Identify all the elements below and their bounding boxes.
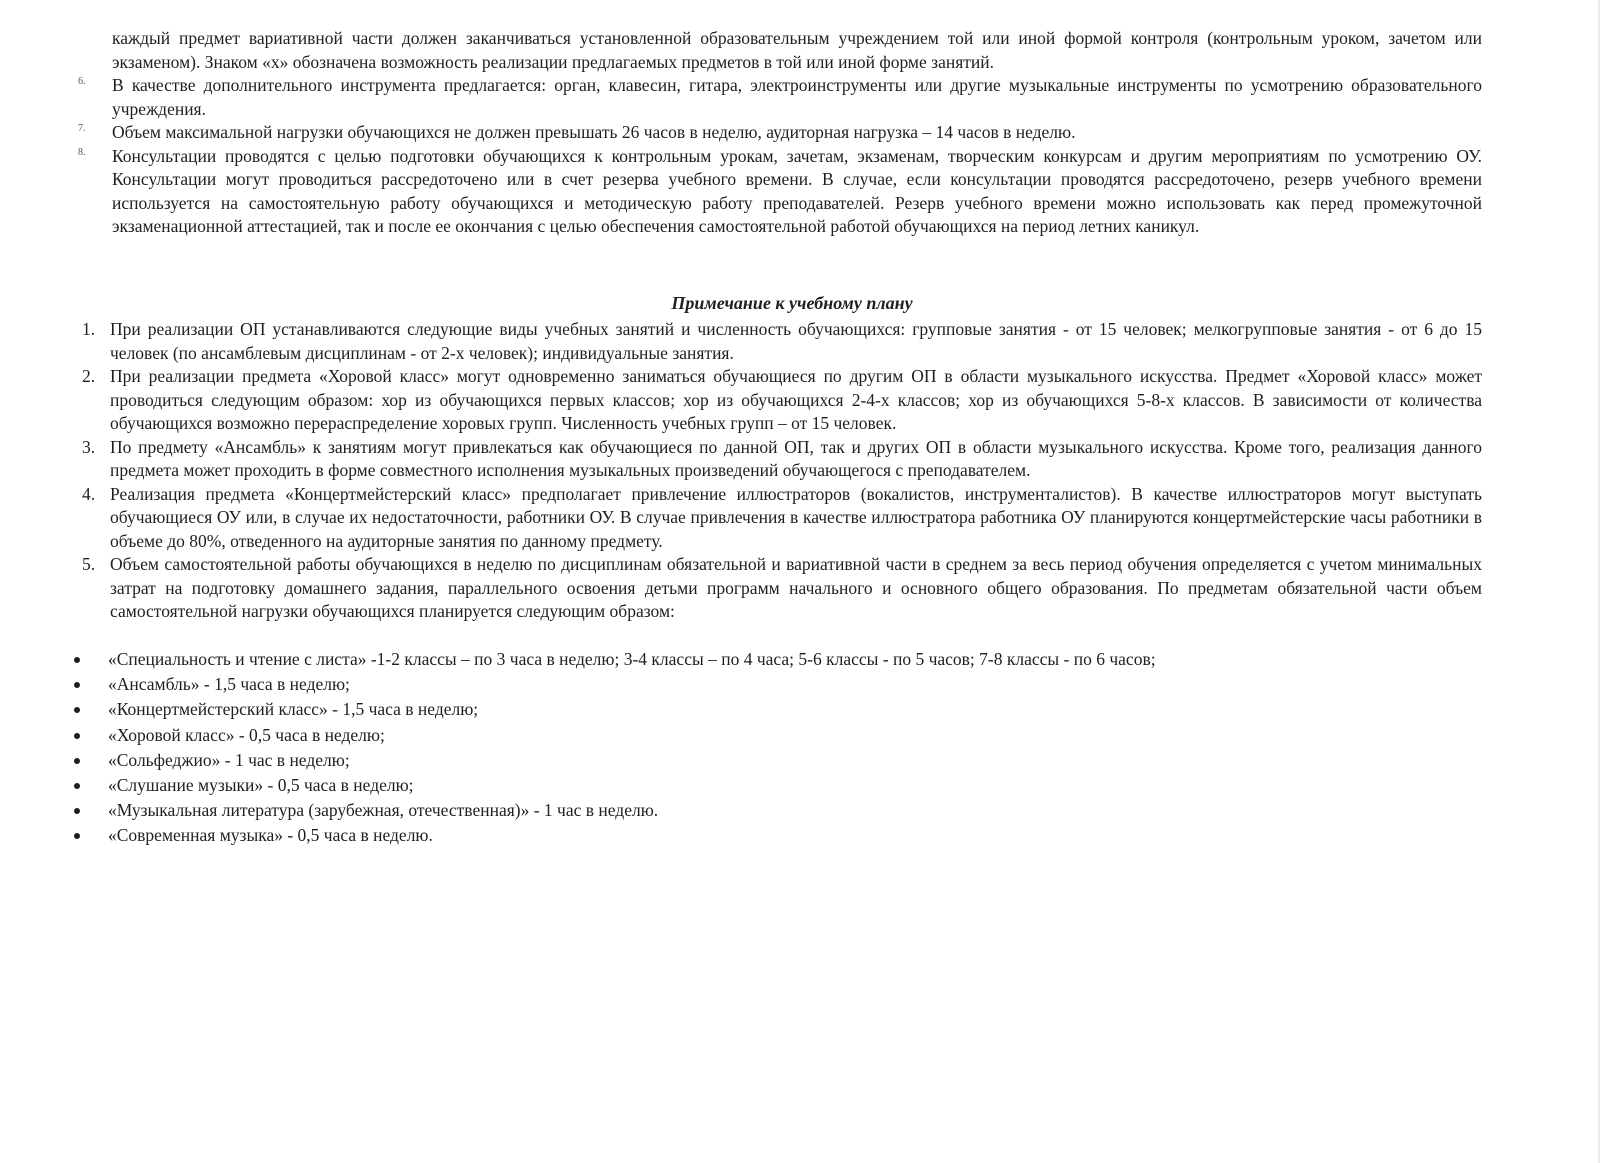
note-text: По предмету «Ансамбль» к занятиям могут привлекаться как обучающиеся по данной ОП, так и других ОП в области музыкального искусства. Кроме того, реализация данного предмета может проходить в форме совместного исполнения музыкальных произведений обучающегося с преподавателем. [110,436,1482,480]
footnote-mark: 7. [78,123,86,134]
bullet-item [108,773,1488,798]
bullet-item [108,748,1488,773]
note-item [82,553,1482,624]
bullet-text: «Слушание музыки» - 0,5 часа в неделю; [108,774,414,795]
bullet-dot-icon [74,808,80,814]
footnote-item-7 [78,121,1482,145]
note-number: 5. [82,554,96,574]
note-number: 3. [82,436,96,457]
footnote-item-8 [78,145,1482,239]
footnote-item-6 [78,74,1482,121]
note-number: 1. [82,319,96,339]
notes-heading: Примечание к учебному плану [671,293,913,313]
bullet-dot-icon [74,783,80,789]
bullet-item [108,798,1488,823]
bullet-text: «Современная музыка» - 0,5 часа в неделю. [108,825,433,846]
bullet-text: «Концертмейстерский класс» - 1,5 часа в неделю; [108,699,479,720]
bullet-text: «Ансамбль» - 1,5 часа в неделю; [108,674,350,695]
footnotes-list [78,74,1482,239]
bullet-item [108,823,1488,848]
bullet-dot-icon [74,657,80,663]
footnote-text: В качестве дополнительного инструмента предлагается: орган, клавесин, гитара, электроинструменты или другие музыкальные инструменты по усмотрению образовательного учреждения. [112,75,1482,119]
note-text: Объем самостоятельной работы обучающихся в неделю по дисциплинам обязательной и вариативной части в среднем за весь период обучения определяется с учетом минимальных затрат на подготовку домашнего задания, параллельного освоения детьми программ начального и основного общего образования. По предметам обязательной части объем самостоятельной нагрузки обучающихся планируется следующим образом: [110,554,1482,621]
workload-bullet-list [108,647,1488,849]
bullet-item [108,672,1488,697]
bullet-item [108,697,1488,722]
bullet-dot-icon [74,707,80,713]
bullet-text: «Сольфеджио» - 1 час в неделю; [108,749,350,770]
note-item [82,483,1482,554]
notes-list [82,318,1482,624]
footnote-mark: 6. [78,76,86,87]
note-number: 4. [82,483,96,504]
bullet-dot-icon [74,758,80,764]
bullet-text: «Музыкальная литература (зарубежная, отечественная)» - 1 час в неделю. [108,800,659,821]
footnote-mark: 8. [78,146,86,158]
note-item [82,436,1482,483]
bullet-item [108,647,1488,672]
note-text: При реализации ОП устанавливаются следующие виды учебных занятий и численность обучающихся: групповые занятия - от 15 человек; мелкогрупповые занятия - от 6 до 15 человек (по ансамблевым дисциплинам - от 2-х человек); индивидуальные занятия. [110,319,1482,363]
footnote-text: Консультации проводятся с целью подготовки обучающихся к контрольным урокам, зачетам, экзаменам, творческим конкурсам и другим мероприятиям по усмотрению ОУ. Консультации могут проводиться рассредоточено или в счет резерва учебного времени. В случае, если консультации проводятся рассредоточено, резерв учебного времени используется на самостоятельную работу обучающихся и методическую работу преподавателей. Резерв учебного времени можно использовать как перед промежуточной экзаменационной аттестацией, так и после ее окончания с целью обеспечения самостоятельной работой обучающихся на период летних каникул. [112,145,1482,236]
note-text: При реализации предмета «Хоровой класс» могут одновременно заниматься обучающиеся по другим ОП в области музыкального искусства. Предмет «Хоровой класс» может проводиться следующим образом: хор из обучающихся первых классов; хор из обучающихся 2-4-х классов; хор из обучающихся 5-8-х классов. В зависимости от количества обучающихся возможно перераспределение хоровых групп. Численность учебных групп – от 15 человек. [110,366,1482,433]
note-item [82,318,1482,365]
footnote-continuation: каждый предмет вариативной части должен заканчиваться установленной образовательным учреждением той или иной формой контроля (контрольным уроком, зачетом или экзаменом). Знаком «х» обозначена возможность реализации предлагаемых предметов в той или иной форме занятий. [112,28,1482,72]
bullet-dot-icon [74,682,80,688]
note-item [82,365,1482,436]
note-number: 2. [82,366,96,386]
bullet-text: «Хоровой класс» - 0,5 часа в неделю; [108,724,385,745]
bullet-dot-icon [74,733,80,739]
bullet-text: «Специальность и чтение с листа» -1-2 классы – по 3 часа в неделю; 3-4 классы – по 4 часа; 5-6 классы - по 5 часов; 7-8 классы - по 6 часов; [108,649,1156,669]
footnote-text: Объем максимальной нагрузки обучающихся не должен превышать 26 часов в неделю, аудиторная нагрузка – 14 часов в неделю. [112,122,1076,142]
bullet-item [108,723,1488,748]
note-text: Реализация предмета «Концертмейстерский класс» предполагает привлечение иллюстраторов (вокалистов, инструменталистов). В качестве иллюстраторов могут выступать обучающиеся ОУ или, в случае их недостаточности, работники ОУ. В случае привлечения в качестве иллюстратора работника ОУ планируются концертмейстерские часы работники в объеме до 80%, отведенного на аудиторные занятия по данному предмету. [110,483,1482,551]
bullet-dot-icon [74,833,80,839]
